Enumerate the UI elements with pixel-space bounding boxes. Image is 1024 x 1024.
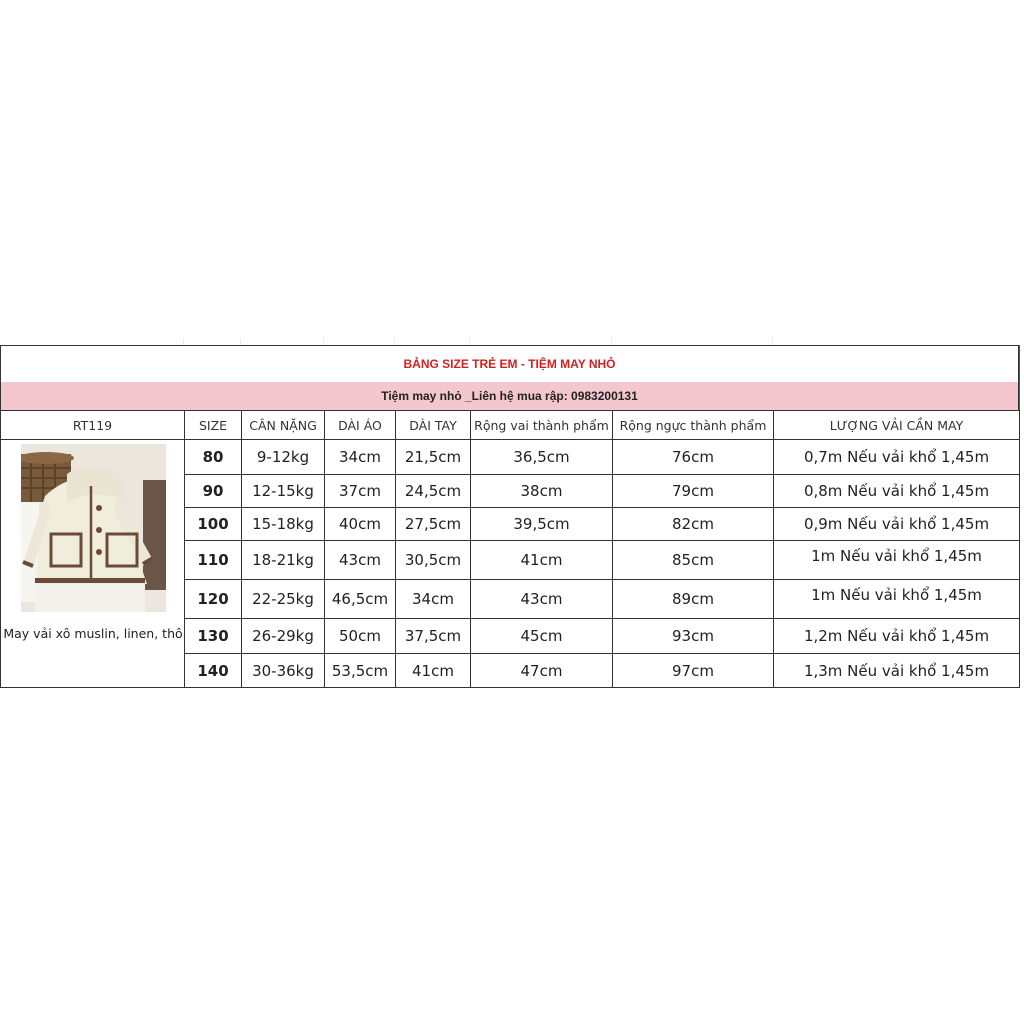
header-length: DÀI ÁO (325, 411, 396, 440)
chest-value: 97cm (613, 654, 774, 688)
sleeve-value: 24,5cm (396, 475, 471, 508)
fabric-value: 1,3m Nếu vải khổ 1,45m (774, 654, 1020, 688)
weight-value: 9-12kg (242, 440, 325, 475)
header-weight: CÂN NẶNG (242, 411, 325, 440)
size-value: 80 (185, 440, 242, 475)
shoulder-value: 36,5cm (471, 440, 613, 475)
weight-value: 22-25kg (242, 580, 325, 619)
fabric-value: 1m Nếu vải khổ 1,45m (774, 541, 1020, 580)
length-value: 53,5cm (325, 654, 396, 688)
size-value: 90 (185, 475, 242, 508)
shoulder-value: 41cm (471, 541, 613, 580)
chest-value: 79cm (613, 475, 774, 508)
material-note: May vải xô muslin, linen, thô (3, 626, 183, 641)
sleeve-value: 34cm (396, 580, 471, 619)
shoulder-value: 47cm (471, 654, 613, 688)
length-value: 37cm (325, 475, 396, 508)
header-fabric: LƯỢNG VẢI CẦN MAY (774, 411, 1020, 440)
shoulder-value: 38cm (471, 475, 613, 508)
length-value: 46,5cm (325, 580, 396, 619)
chest-value: 85cm (613, 541, 774, 580)
sleeve-value: 27,5cm (396, 508, 471, 541)
weight-value: 26-29kg (242, 619, 325, 654)
size-value: 100 (185, 508, 242, 541)
fabric-value: 0,7m Nếu vải khổ 1,45m (774, 440, 1020, 475)
size-value: 120 (185, 580, 242, 619)
weight-value: 30-36kg (242, 654, 325, 688)
header-sleeve: DÀI TAY (396, 411, 471, 440)
sleeve-value: 21,5cm (396, 440, 471, 475)
weight-value: 15-18kg (242, 508, 325, 541)
shoulder-value: 39,5cm (471, 508, 613, 541)
header-product-code: RT119 (1, 411, 185, 440)
chest-value: 93cm (613, 619, 774, 654)
sleeve-value: 41cm (396, 654, 471, 688)
shoulder-value: 45cm (471, 619, 613, 654)
weight-value: 12-15kg (242, 475, 325, 508)
length-value: 50cm (325, 619, 396, 654)
weight-value: 18-21kg (242, 541, 325, 580)
length-value: 43cm (325, 541, 396, 580)
size-value: 130 (185, 619, 242, 654)
fabric-value: 1,2m Nếu vải khổ 1,45m (774, 619, 1020, 654)
chest-value: 76cm (613, 440, 774, 475)
sleeve-value: 30,5cm (396, 541, 471, 580)
sleeve-value: 37,5cm (396, 619, 471, 654)
size-chart-sheet (0, 345, 1024, 681)
chest-value: 89cm (613, 580, 774, 619)
header-row (1, 411, 1020, 440)
size-value: 140 (185, 654, 242, 688)
header-chest: Rộng ngực thành phẩm (613, 411, 774, 440)
header-shoulder: Rộng vai thành phẩm (471, 411, 613, 440)
table-row (1, 440, 1020, 475)
coat-photo (21, 444, 166, 612)
product-cell (1, 440, 185, 688)
size-table (0, 410, 1020, 688)
chest-value: 82cm (613, 508, 774, 541)
shoulder-value: 43cm (471, 580, 613, 619)
fabric-value: 0,8m Nếu vải khổ 1,45m (774, 475, 1020, 508)
fabric-value: 1m Nếu vải khổ 1,45m (774, 580, 1020, 619)
length-value: 40cm (325, 508, 396, 541)
length-value: 34cm (325, 440, 396, 475)
chart-title: BẢNG SIZE TRẺ EM - TIỆM MAY NHỎ (0, 345, 1019, 383)
fabric-value: 0,9m Nếu vải khổ 1,45m (774, 508, 1020, 541)
size-value: 110 (185, 541, 242, 580)
contact-banner: Tiệm may nhỏ _Liên hệ mua rập: 0983200131 (0, 382, 1019, 411)
header-size: SIZE (185, 411, 242, 440)
